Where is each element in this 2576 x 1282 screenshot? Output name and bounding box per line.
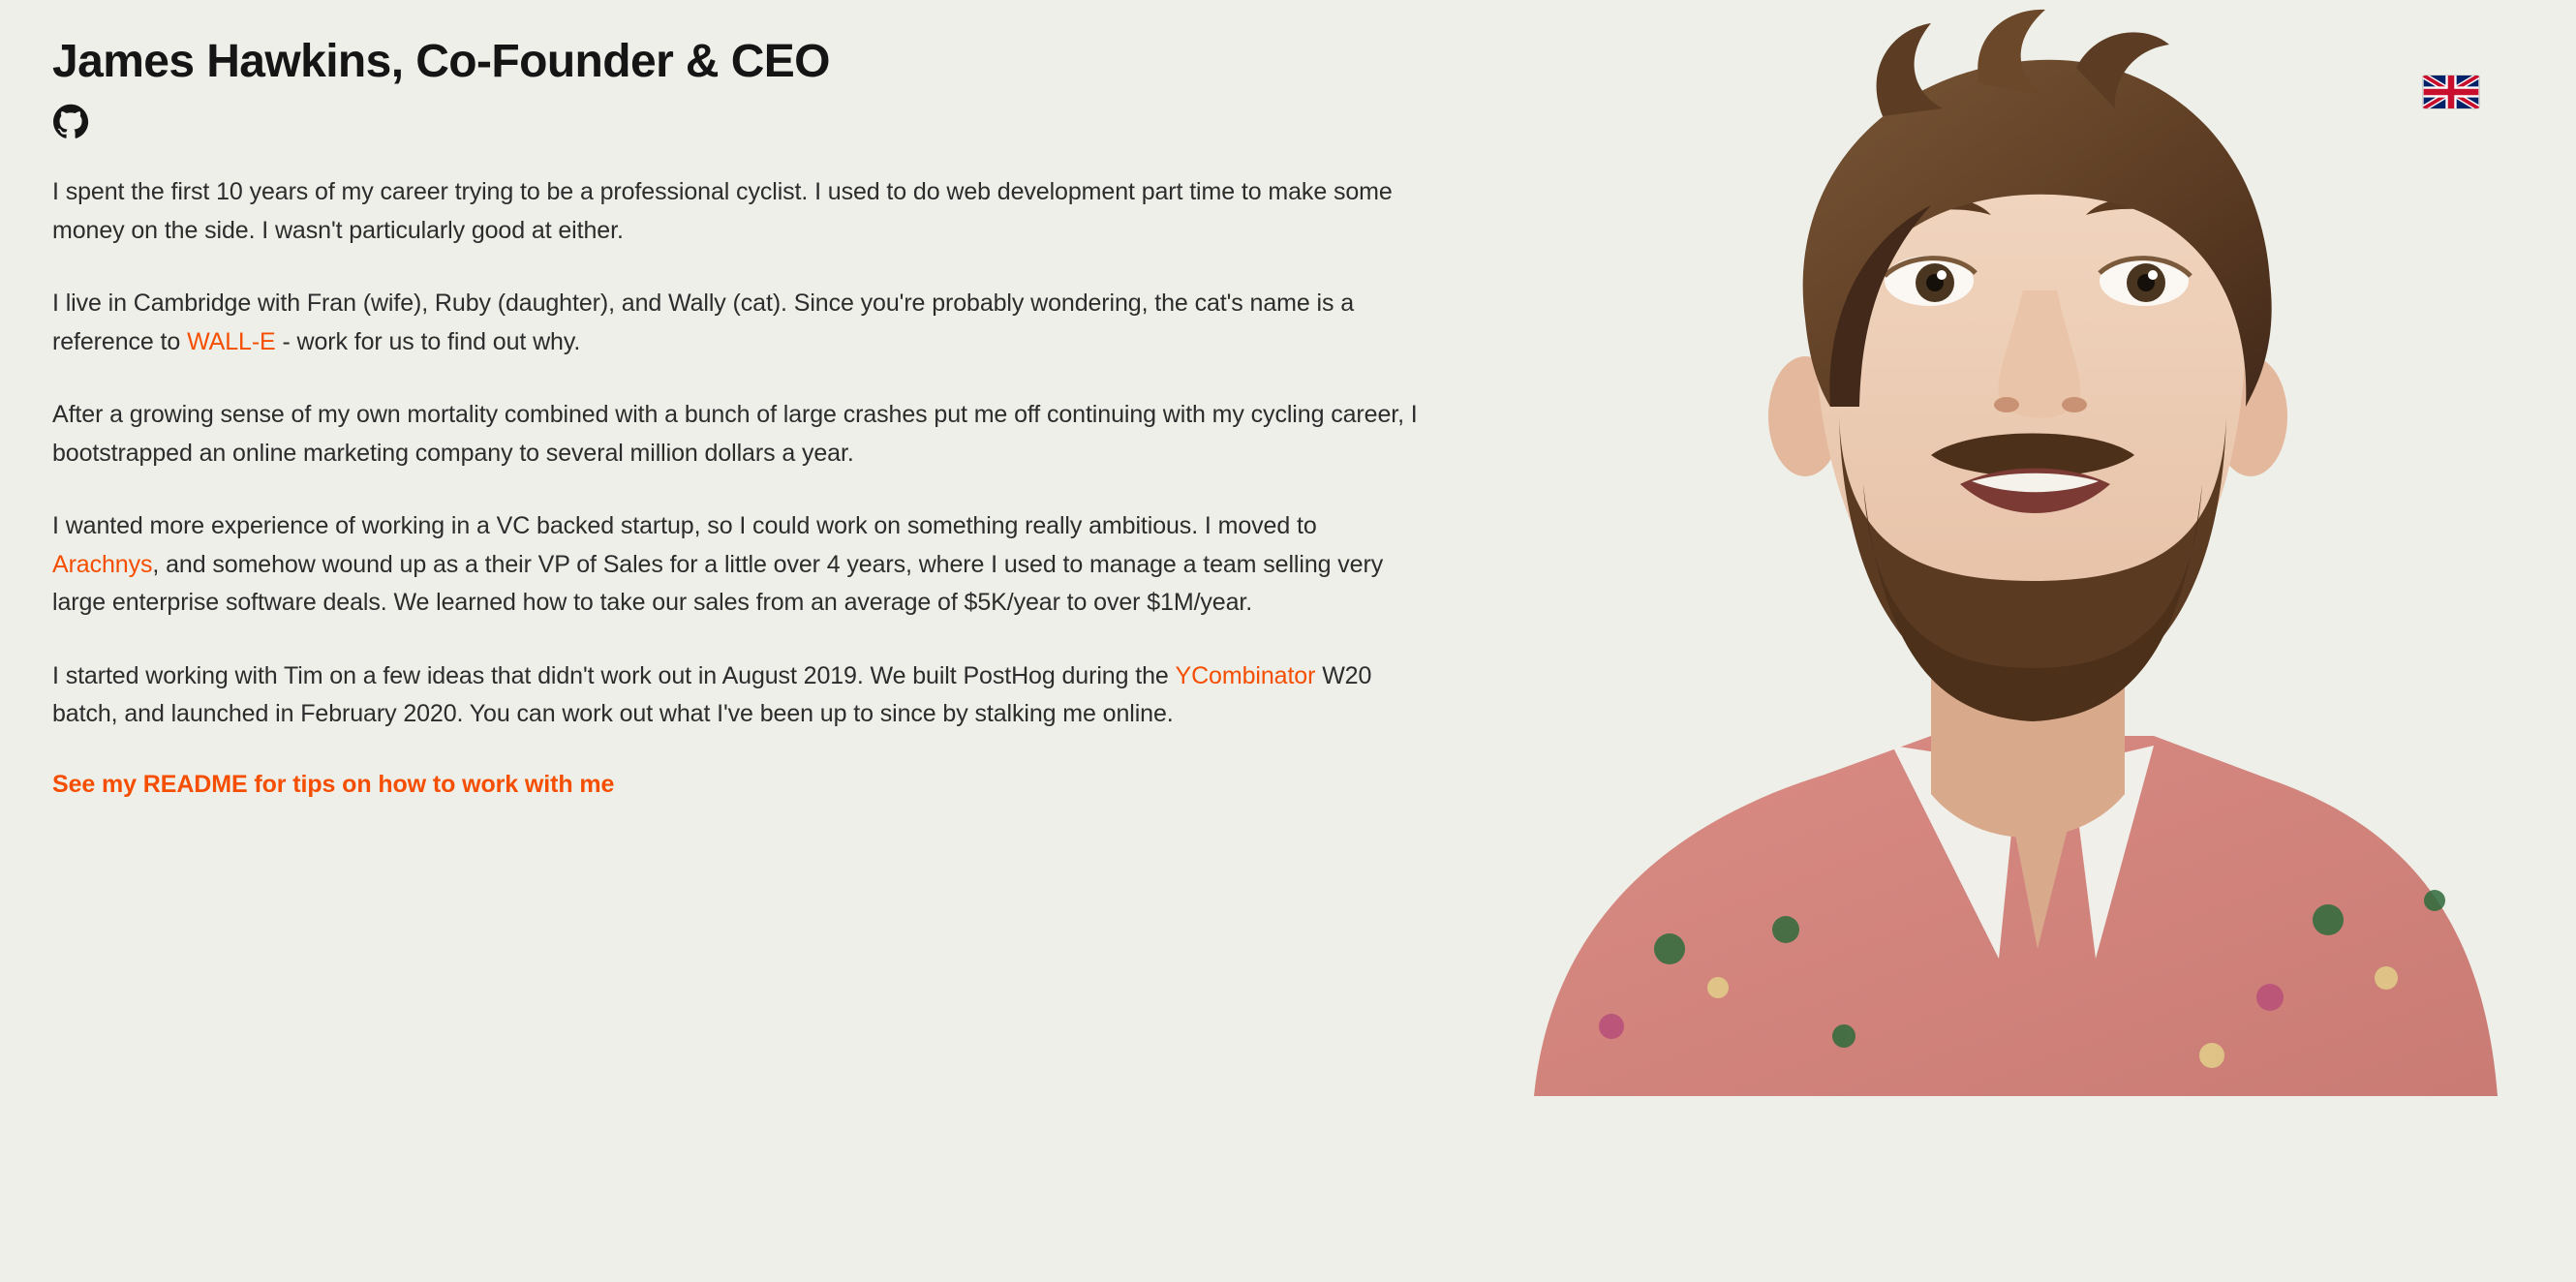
bio-paragraph-5-part-1: I started working with Tim on a few ideas that didn't work out in August 2019. We built PostHog during the xyxy=(52,661,1176,689)
bio-paragraph-2 xyxy=(52,285,1427,361)
bio-paragraph-5 xyxy=(52,657,1427,734)
bio-paragraph-5-part-2: W20 batch, and launched in February 2020. You can work out what I've been up to since by stalking me online. xyxy=(52,661,1372,728)
bio-text xyxy=(52,173,1427,734)
ycombinator-link[interactable]: YCombinator xyxy=(1175,661,1316,689)
arachnys-link[interactable]: Arachnys xyxy=(52,550,153,578)
readme-link[interactable]: See my README for tips on how to work with me xyxy=(52,770,615,798)
bio-paragraph-2-part-1: I live in Cambridge with Fran (wife), Ruby (daughter), and Wally (cat). Since you're probably wondering, the cat's name is a reference to xyxy=(52,290,1355,355)
github-icon[interactable] xyxy=(52,104,89,140)
profile-content xyxy=(52,35,1427,799)
bio-paragraph-3: After a growing sense of my own mortality combined with a bunch of large crashes put me off continuing with my cycling career, I bootstrapped an online marketing company to several million dollars a year. xyxy=(52,401,1418,467)
bio-paragraph-2-part-2: - work for us to find out why. xyxy=(275,327,581,355)
james-hawkins-portrait xyxy=(1476,0,2502,1096)
bio-paragraph-1: I spent the first 10 years of my career trying to be a professional cyclist. I used to do web development part time to make some money on the side. I wasn't particularly good at either. xyxy=(52,178,1393,244)
bio-paragraph-4-part-2: , and somehow wound up as a their VP of Sales for a little over 4 years, where I used to manage a team selling very large enterprise software deals. We learned how to take our sales from an average of $5K/year to over $1M/year. xyxy=(52,550,1384,617)
bio-paragraph-4-part-1: I wanted more experience of working in a VC backed startup, so I could work on something really ambitious. I moved to xyxy=(52,512,1317,540)
wall-e-link[interactable]: WALL-E xyxy=(187,327,276,355)
social-links xyxy=(52,104,1427,140)
page-title: James Hawkins, Co-Founder & CEO xyxy=(52,36,830,87)
bio-paragraph-4 xyxy=(52,507,1427,623)
